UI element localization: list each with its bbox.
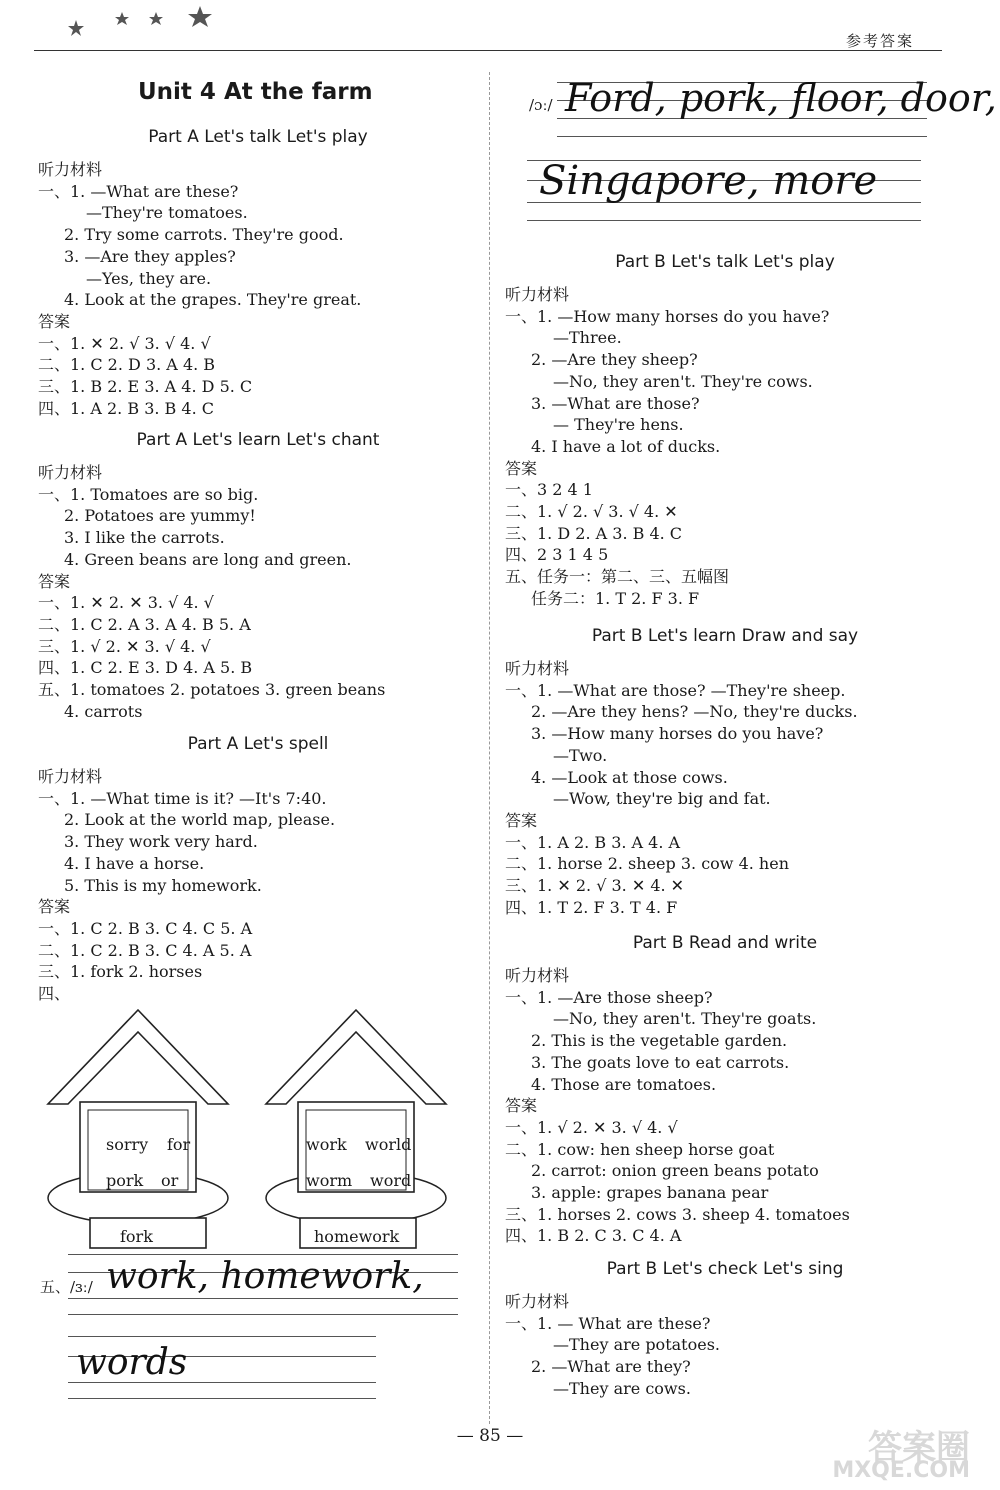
section-label: 答案 xyxy=(38,897,71,917)
text-line: 2. carrot: onion green beans potato xyxy=(531,1161,819,1181)
text-line: 2. Potatoes are yummy! xyxy=(64,506,256,526)
header-stars-decoration xyxy=(62,6,222,42)
text-line: 四、2 3 1 4 5 xyxy=(505,545,609,565)
header-rule xyxy=(34,50,942,51)
text-line: 2. Try some carrots. They're good. xyxy=(64,225,344,245)
ruled-line xyxy=(68,1336,376,1337)
text-line: 二、1. horse 2. sheep 3. cow 4. hen xyxy=(505,854,789,874)
text-line: 3. —What are those? xyxy=(531,393,700,413)
house2-answer: homework xyxy=(314,1227,400,1246)
text-line: 二、1. C 2. A 3. A 4. B 5. A xyxy=(38,614,251,634)
exercise-5-handwriting-1: work, homework, xyxy=(106,1256,424,1297)
text-line: —They're tomatoes. xyxy=(86,203,248,223)
text-line: 2. —Are they hens? —No, they're ducks. xyxy=(531,702,858,722)
unit-title: Unit 4 At the farm xyxy=(138,79,373,105)
text-line: 四、1. C 2. E 3. D 4. A 5. B xyxy=(38,658,253,678)
ruled-line xyxy=(68,1298,458,1299)
text-line: 四、1. B 2. C 3. C 4. A xyxy=(505,1226,682,1246)
text-line: 一、1. —What are those? —They're sheep. xyxy=(505,680,846,700)
text-line: 四、 xyxy=(38,984,71,1003)
text-line: 五、任务一：第二、三、五幅图 xyxy=(505,567,730,587)
text-line: 三、1. ✕ 2. √ 3. ✕ 4. ✕ xyxy=(505,876,685,895)
house2-word-4: word xyxy=(370,1171,412,1190)
section-heading: Part B Let's learn Draw and say xyxy=(591,626,859,646)
text-line: 一、1. C 2. B 3. C 4. C 5. A xyxy=(38,918,253,938)
section-label: 听力材料 xyxy=(38,767,103,786)
house1-answer: fork xyxy=(120,1227,153,1246)
section-label: 听力材料 xyxy=(505,659,570,678)
text-line: 二、1. C 2. D 3. A 4. B xyxy=(38,355,216,375)
text-line: 三、1. D 2. A 3. B 4. C xyxy=(505,523,683,543)
header-title: 参考答案 xyxy=(845,32,914,50)
text-line: 一、1. A 2. B 3. A 4. A xyxy=(505,832,681,852)
text-line: —Two. xyxy=(553,745,608,765)
watermark-url: MXQE.COM xyxy=(832,1458,970,1483)
section-label: 听力材料 xyxy=(38,463,103,482)
text-line: 3. —How many horses do you have? xyxy=(531,724,824,744)
ruled-line xyxy=(68,1398,376,1399)
text-line: —No, they aren't. They're cows. xyxy=(553,371,813,391)
ruled-line xyxy=(68,1254,458,1255)
text-line: —No, they aren't. They're goats. xyxy=(553,1009,817,1029)
phonics-handwriting-1: Ford, pork, floor, door, xyxy=(565,76,997,120)
section-label: 答案 xyxy=(505,810,538,830)
text-line: 一、3 2 4 1 xyxy=(505,480,593,500)
text-line: 3. —Are they apples? xyxy=(64,246,236,266)
text-line: 3. apple: grapes banana pear xyxy=(531,1183,769,1202)
house2-word-1: work xyxy=(306,1135,347,1154)
text-line: 二、1. C 2. B 3. C 4. A 5. A xyxy=(38,940,252,960)
text-line: 四、1. A 2. B 3. B 4. C xyxy=(38,398,214,418)
text-line: 2. This is the vegetable garden. xyxy=(531,1031,788,1051)
text-line: 2. —What are they? xyxy=(531,1357,691,1377)
exercise-5-prefix: 五、/ɜː/ xyxy=(40,1278,93,1296)
text-line: 一、1. —Are those sheep? xyxy=(505,987,713,1007)
text-line: — They're hens. xyxy=(553,415,684,435)
text-line: 二、1. √ 2. √ 3. √ 4. ✕ xyxy=(505,502,678,521)
section-label: 听力材料 xyxy=(505,1292,570,1311)
text-line: —Yes, they are. xyxy=(86,268,212,288)
house1-word-2: for xyxy=(167,1135,191,1154)
section-heading: Part A Let's learn Let's chant xyxy=(136,430,380,450)
text-line: 2. —Are they sheep? xyxy=(531,350,698,370)
text-line: 4. carrots xyxy=(64,701,143,721)
text-line: 3. I like the carrots. xyxy=(64,528,225,548)
ruled-line xyxy=(557,136,927,137)
text-line: 一、1. —How many horses do you have? xyxy=(505,306,830,326)
text-line: —They are potatoes. xyxy=(553,1335,720,1355)
text-line: 一、1. — What are these? xyxy=(505,1313,711,1333)
ruled-line xyxy=(527,220,921,221)
section-heading: Part A Let's talk Let's play xyxy=(148,127,368,147)
phonics-handwriting-2: Singapore, more xyxy=(539,158,878,204)
text-line: 五、1. tomatoes 2. potatoes 3. green beans xyxy=(38,680,386,699)
section-label: 听力材料 xyxy=(505,285,570,304)
section-label: 答案 xyxy=(38,571,71,591)
section-label: 答案 xyxy=(505,1096,538,1116)
text-line: 4. Those are tomatoes. xyxy=(531,1074,717,1094)
text-line: 4. Look at the grapes. They're great. xyxy=(64,290,362,310)
phonics-prefix: /ɔː/ xyxy=(529,96,553,114)
text-line: 任务二：1. T 2. F 3. F xyxy=(531,588,700,608)
text-line: 3. They work very hard. xyxy=(64,832,258,852)
ruled-line xyxy=(68,1314,458,1315)
house2-word-3: worm xyxy=(306,1171,353,1190)
text-line: 4. Green beans are long and green. xyxy=(64,549,352,569)
text-line: 一、1. √ 2. ✕ 3. √ 4. √ xyxy=(505,1117,678,1137)
star-icon xyxy=(149,12,163,25)
text-line: 四、1. T 2. F 3. T 4. F xyxy=(505,897,678,917)
text-line: 4. I have a lot of ducks. xyxy=(531,436,721,456)
section-label: 答案 xyxy=(505,458,538,478)
text-line: 一、1. ✕ 2. √ 3. √ 4. √ xyxy=(38,333,211,353)
text-line: 4. I have a horse. xyxy=(64,853,205,873)
house-diagram-2 xyxy=(260,1006,460,1256)
section-heading: Part B Read and write xyxy=(632,933,818,953)
house2-word-2: world xyxy=(365,1135,412,1154)
text-line: 一、1. —What are these? xyxy=(38,181,239,201)
column-divider xyxy=(489,72,490,1424)
text-line: 3. The goats love to eat carrots. xyxy=(531,1052,790,1072)
house-diagram-1 xyxy=(42,1006,242,1256)
text-line: 三、1. horses 2. cows 3. sheep 4. tomatoes xyxy=(505,1204,850,1224)
text-line: —They are cows. xyxy=(553,1378,691,1398)
page-number: — 85 — xyxy=(456,1426,524,1446)
text-line: 三、1. B 2. E 3. A 4. D 5. C xyxy=(38,377,253,396)
text-line: 一、1. Tomatoes are so big. xyxy=(38,484,259,504)
house1-word-1: sorry xyxy=(106,1135,149,1154)
section-label: 听力材料 xyxy=(38,160,103,179)
section-heading: Part A Let's spell xyxy=(187,734,329,754)
section-label: 答案 xyxy=(38,311,71,331)
house1-word-4: or xyxy=(161,1171,179,1190)
star-icon xyxy=(115,12,129,25)
star-icon xyxy=(68,20,84,36)
text-line: 三、1. √ 2. ✕ 3. √ 4. √ xyxy=(38,636,211,656)
text-line: 2. Look at the world map, please. xyxy=(64,810,336,830)
text-line: 5. This is my homework. xyxy=(64,875,262,895)
text-line: —Wow, they're big and fat. xyxy=(553,789,771,809)
section-heading: Part B Let's talk Let's play xyxy=(615,252,835,272)
section-label: 听力材料 xyxy=(505,966,570,985)
house1-word-3: pork xyxy=(106,1171,144,1190)
text-line: 4. —Look at those cows. xyxy=(531,767,728,787)
text-line: —Three. xyxy=(553,328,622,348)
text-line: 二、1. cow: hen sheep horse goat xyxy=(505,1139,775,1159)
section-heading: Part B Let's check Let's sing xyxy=(606,1259,844,1279)
text-line: 一、1. ✕ 2. ✕ 3. √ 4. √ xyxy=(38,593,214,613)
text-line: 一、1. —What time is it? —It's 7:40. xyxy=(38,788,327,808)
text-line: 三、1. fork 2. horses xyxy=(38,962,203,982)
star-icon xyxy=(188,6,212,27)
exercise-5-handwriting-2: words xyxy=(76,1342,188,1383)
watermark-logo: 答案圈 xyxy=(868,1428,970,1468)
